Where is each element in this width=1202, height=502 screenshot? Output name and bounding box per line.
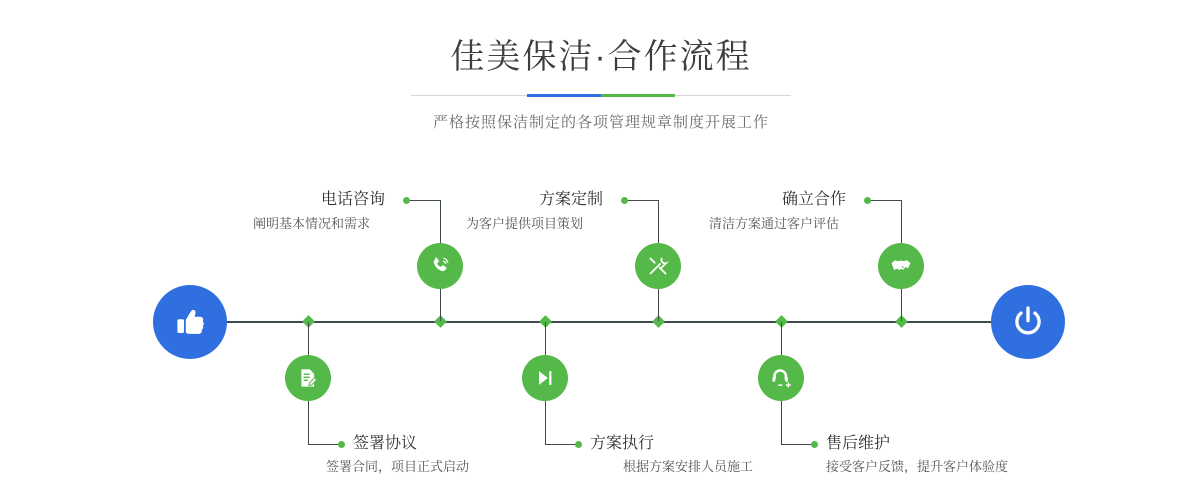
connector-stem [658, 200, 659, 243]
power-icon [1009, 303, 1047, 341]
connector-stem [308, 322, 309, 355]
connector-elbow [308, 444, 341, 445]
play-forward-icon [534, 367, 556, 389]
connector-stem [440, 289, 441, 321]
connector-stem [658, 289, 659, 321]
step-icon-tools[interactable] [635, 243, 681, 289]
connector-stem [545, 322, 546, 355]
step-title: 售后维护 [826, 435, 891, 452]
connector-tip-dot [338, 441, 345, 448]
handshake-icon [889, 254, 913, 278]
timeline-end-icon [991, 285, 1065, 359]
phone-ring-icon [428, 254, 452, 278]
step-desc: 根据方案安排人员施工 [623, 459, 754, 474]
step-icon-play-forward[interactable] [522, 355, 568, 401]
timeline-axis [160, 321, 1042, 323]
step-title: 确立合作 [782, 191, 847, 208]
step-icon-phone-ring[interactable] [417, 243, 463, 289]
step-title: 电话咨询 [321, 191, 386, 208]
connector-stem [440, 200, 441, 243]
headset-support-icon [769, 366, 793, 390]
divider-accent-blue [527, 94, 601, 97]
page-title: 佳美保洁·合作流程 [450, 38, 752, 76]
thumbs-up-icon [172, 304, 208, 340]
step-title: 方案执行 [590, 435, 655, 452]
connector-tip-dot [864, 197, 871, 204]
step-title: 方案定制 [539, 191, 604, 208]
connector-elbow [781, 444, 814, 445]
step-icon-document-pen[interactable] [285, 355, 331, 401]
connector-stem [781, 322, 782, 355]
step-desc: 清洁方案通过客户评估 [709, 216, 840, 231]
page-subtitle: 严格按照保洁制定的各项管理规章制度开展工作 [432, 114, 769, 131]
divider-accent-green [601, 94, 675, 97]
connector-stem [901, 200, 902, 243]
title-divider [411, 94, 791, 97]
connector-elbow [868, 200, 901, 201]
connector-stem [901, 289, 902, 321]
connector-tip-dot [811, 441, 818, 448]
connector-stem [308, 401, 309, 444]
step-desc: 接受客户反馈，提升客户体验度 [826, 459, 1009, 474]
step-desc: 为客户提供项目策划 [466, 216, 584, 231]
step-icon-handshake[interactable] [878, 243, 924, 289]
step-desc: 阐明基本情况和需求 [253, 216, 371, 231]
step-title: 签署协议 [353, 435, 418, 452]
connector-stem [781, 401, 782, 444]
document-pen-icon [296, 366, 320, 390]
connector-stem [545, 401, 546, 444]
connector-tip-dot [621, 197, 628, 204]
connector-tip-dot [575, 441, 582, 448]
connector-tip-dot [403, 197, 410, 204]
connector-elbow [625, 200, 658, 201]
tools-icon [646, 254, 670, 278]
connector-elbow [407, 200, 440, 201]
connector-elbow [545, 444, 578, 445]
header [0, 34, 1202, 132]
timeline-start-icon [153, 285, 227, 359]
step-icon-headset-support[interactable] [758, 355, 804, 401]
step-desc: 签署合同，项目正式启动 [326, 459, 470, 474]
